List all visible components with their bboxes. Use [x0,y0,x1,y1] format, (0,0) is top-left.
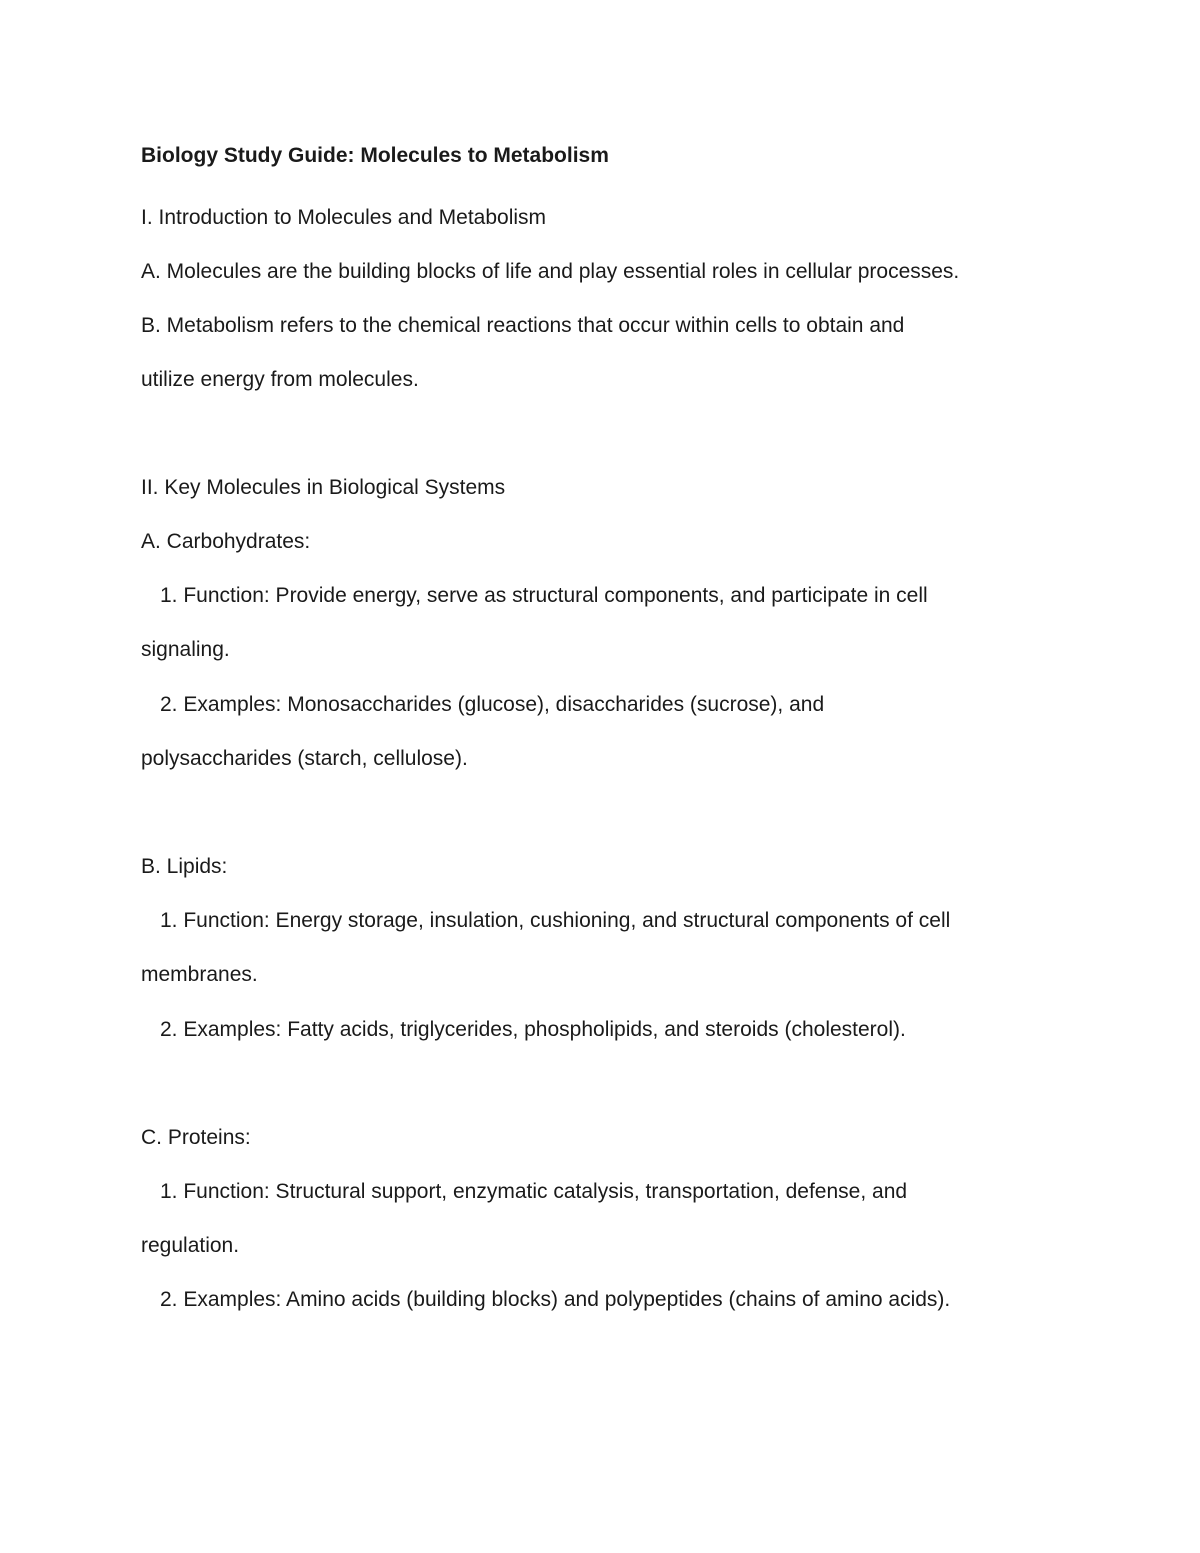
section-heading-2: II. Key Molecules in Biological Systems [141,476,506,499]
lipids-examples: 2. Examples: Fatty acids, triglycerides, phospholipids, and steroids (cholesterol). [160,1018,906,1041]
carbohydrates-function: 1. Function: Provide energy, serve as structural components, and participate in cell [160,584,928,607]
section-1-point-a: A. Molecules are the building blocks of life and play essential roles in cellular processes. [141,260,960,283]
lipids-function: 1. Function: Energy storage, insulation, cushioning, and structural components of cell [160,909,951,932]
proteins-function-continued: regulation. [141,1234,240,1257]
carbohydrates-examples: 2. Examples: Monosaccharides (glucose), disaccharides (sucrose), and [160,693,825,716]
subsection-heading-proteins: C. Proteins: [141,1126,251,1149]
section-1-point-b: B. Metabolism refers to the chemical reactions that occur within cells to obtain and [141,314,905,337]
subsection-heading-carbohydrates: A. Carbohydrates: [141,530,311,553]
section-heading-1: I. Introduction to Molecules and Metabolism [141,206,547,229]
lipids-function-continued: membranes. [141,963,258,986]
subsection-heading-lipids: B. Lipids: [141,855,228,878]
proteins-function: 1. Function: Structural support, enzymatic catalysis, transportation, defense, and [160,1180,908,1203]
section-1-point-b-continued: utilize energy from molecules. [141,368,419,391]
proteins-examples: 2. Examples: Amino acids (building blocks) and polypeptides (chains of amino acids). [160,1288,951,1311]
carbohydrates-examples-continued: polysaccharides (starch, cellulose). [141,747,468,770]
document-title: Biology Study Guide: Molecules to Metabolism [141,144,609,167]
carbohydrates-function-continued: signaling. [141,638,230,661]
